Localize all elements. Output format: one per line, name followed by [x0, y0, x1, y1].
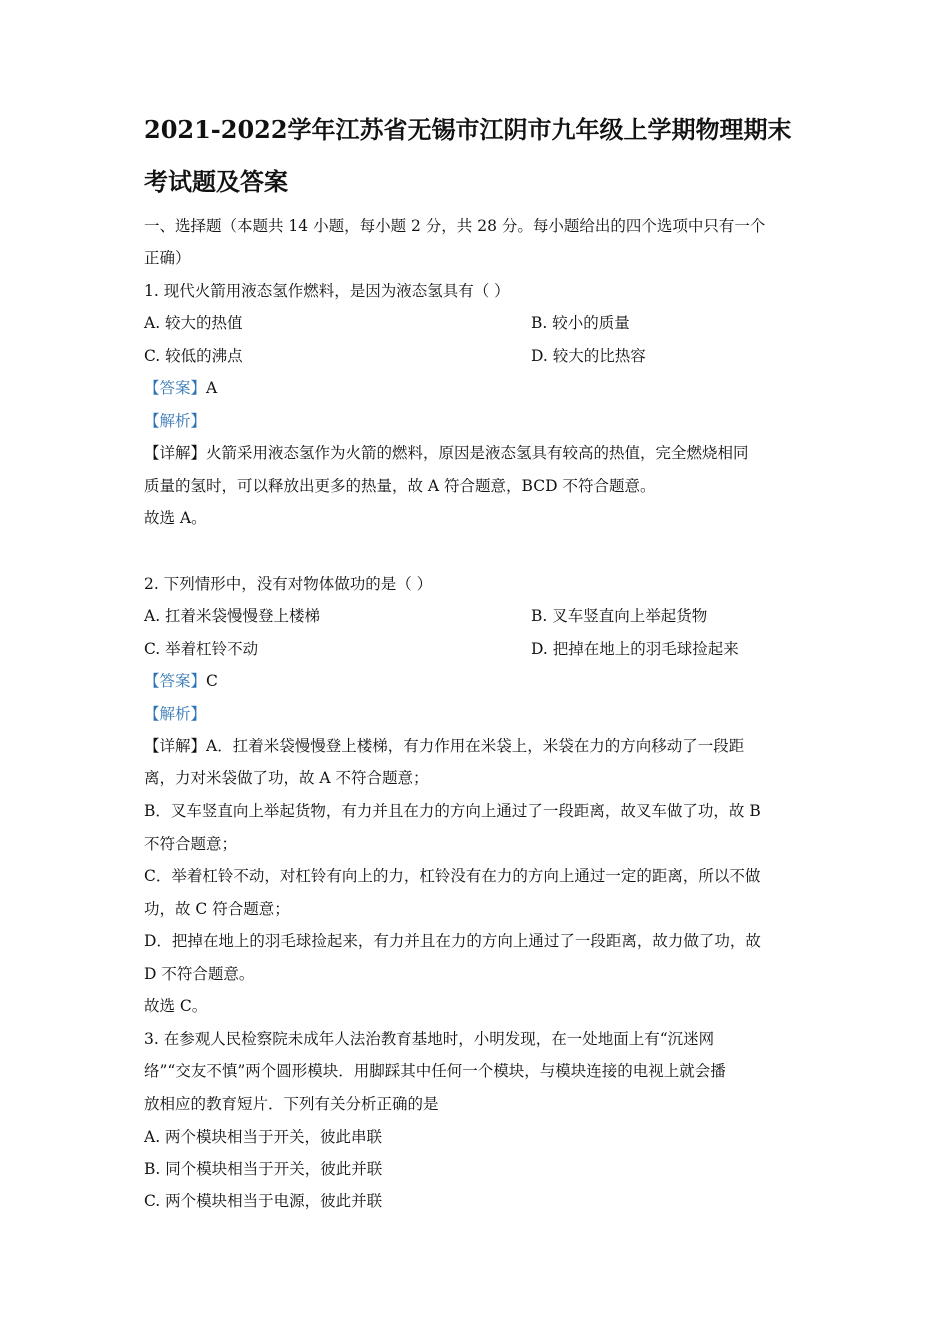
q2-analysis-label: 【解析】 — [144, 705, 207, 723]
doc-title-line1: 2021-2022学年江苏省无锡市江阴市九年级上学期物理期末 — [144, 115, 792, 144]
q1-detail-line1: 【详解】火箭采用液态氢作为火箭的燃料，原因是液态氢具有较高的热值，完全燃烧相同 — [144, 444, 749, 462]
q3-stem-line1: 3. 在参观人民检察院未成年人法治教育基地时，小明发现，在一处地面上有“沉迷网 — [144, 1030, 715, 1048]
q2-stem: 2. 下列情形中，没有对物体做功的是（ ） — [144, 575, 433, 593]
q1-option-c: C. 较低的沸点 — [144, 347, 243, 365]
q1-option-a: A. 较大的热值 — [144, 314, 243, 332]
q2-detail-line7: D．把掉在地上的羽毛球捡起来，有力并且在力的方向上通过了一段距离，故力做了功，故 — [144, 932, 761, 950]
q3-option-b: B. 同个模块相当于开关，彼此并联 — [144, 1160, 383, 1178]
q2-detail-line2: 离，力对米袋做了功，故 A 不符合题意； — [144, 769, 429, 787]
q2-option-c: C. 举着杠铃不动 — [144, 640, 259, 658]
q2-option-d: D. 把掉在地上的羽毛球捡起来 — [531, 640, 739, 658]
q1-conclusion: 故选 A。 — [144, 509, 207, 527]
q1-analysis-label: 【解析】 — [144, 412, 207, 430]
detail-label: 【详解】 — [144, 737, 207, 755]
q1-option-d: D. 较大的比热容 — [531, 347, 646, 365]
q3-option-a: A. 两个模块相当于开关，彼此串联 — [144, 1128, 383, 1146]
q3-stem-line3: 放相应的教育短片．下列有关分析正确的是 — [144, 1095, 439, 1113]
q2-detail-line3: B．叉车竖直向上举起货物，有力并且在力的方向上通过了一段距离，故叉车做了功，故 B — [144, 802, 761, 820]
q1-answer — [144, 378, 217, 398]
section-heading-line2: 正确） — [144, 249, 191, 267]
q1-stem: 1. 现代火箭用液态氢作燃料，是因为液态氢具有（ ） — [144, 282, 510, 300]
section-heading-line1: 一、选择题（本题共 14 小题，每小题 2 分，共 28 分。每小题给出的四个选项中只有一个 — [144, 217, 766, 235]
q2-detail-line1: 【详解】A．扛着米袋慢慢登上楼梯，有力作用在米袋上，米袋在力的方向移动了一段距 — [144, 737, 745, 755]
q2-conclusion: 故选 C。 — [144, 997, 208, 1015]
q3-option-c: C. 两个模块相当于电源，彼此并联 — [144, 1192, 383, 1210]
q2-detail-line6: 功，故 C 符合题意； — [144, 900, 290, 918]
detail-label: 【详解】 — [144, 444, 207, 462]
answer-label: 【答案】 — [144, 672, 207, 690]
q2-detail-line4: 不符合题意； — [144, 835, 238, 853]
doc-title-line2: 考试题及答案 — [144, 167, 288, 196]
q2-answer — [144, 671, 218, 691]
q1-detail-line2: 质量的氢时，可以释放出更多的热量，故 A 符合题意，BCD 不符合题意。 — [144, 477, 656, 495]
q1-option-b: B. 较小的质量 — [531, 314, 630, 332]
q2-option-a: A. 扛着米袋慢慢登上楼梯 — [144, 607, 321, 625]
answer-label: 【答案】 — [144, 379, 207, 397]
q2-option-b: B. 叉车竖直向上举起货物 — [531, 607, 708, 625]
q2-detail-line8: D 不符合题意。 — [144, 965, 255, 983]
q1-answer-value: A — [206, 379, 218, 397]
q2-detail-line5: C．举着杠铃不动，对杠铃有向上的力，杠铃没有在力的方向上通过一定的距离，所以不做 — [144, 867, 761, 885]
q2-answer-value: C — [206, 672, 218, 690]
q3-stem-line2: 络”“交友不慎”两个圆形模块．用脚踩其中任何一个模块，与模块连接的电视上就会播 — [144, 1062, 726, 1080]
